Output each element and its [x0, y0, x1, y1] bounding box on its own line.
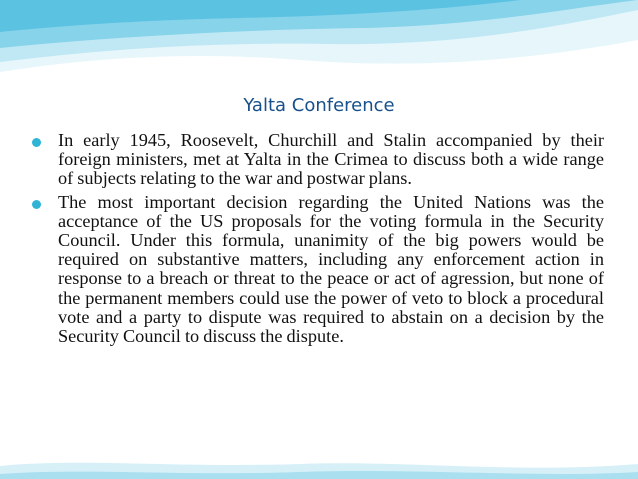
slide-title: Yalta Conference [243, 95, 395, 116]
bullet-text: The most important decision regarding the United Nations was the acceptance of the US proposals for the voting formula in the Security Council. Under this formula, unanimity of the big powers would be required on substantive matters, including any enforcement action in response to a breach or threat to the peace or act of agression, but none of the permanent members could use the power of veto to block a procedural vote and a party to dispute was required to abstain on a decision by the Security Council to discuss the dispute. [58, 191, 604, 347]
bullet-list [22, 131, 604, 350]
footer-wave-decoration [0, 452, 638, 479]
bullet-dot-icon [32, 138, 41, 147]
bullet-dot-icon [32, 200, 41, 209]
bullet-item [22, 131, 604, 189]
bullet-item [22, 193, 604, 347]
bullet-text: In early 1945, Roosevelt, Churchill and Stalin accompanied by their foreign ministers, met at Yalta in the Crimea to discuss both a wide range of subjects relating to the war and postwar plans. [58, 130, 604, 189]
header-wave-decoration [0, 0, 638, 80]
